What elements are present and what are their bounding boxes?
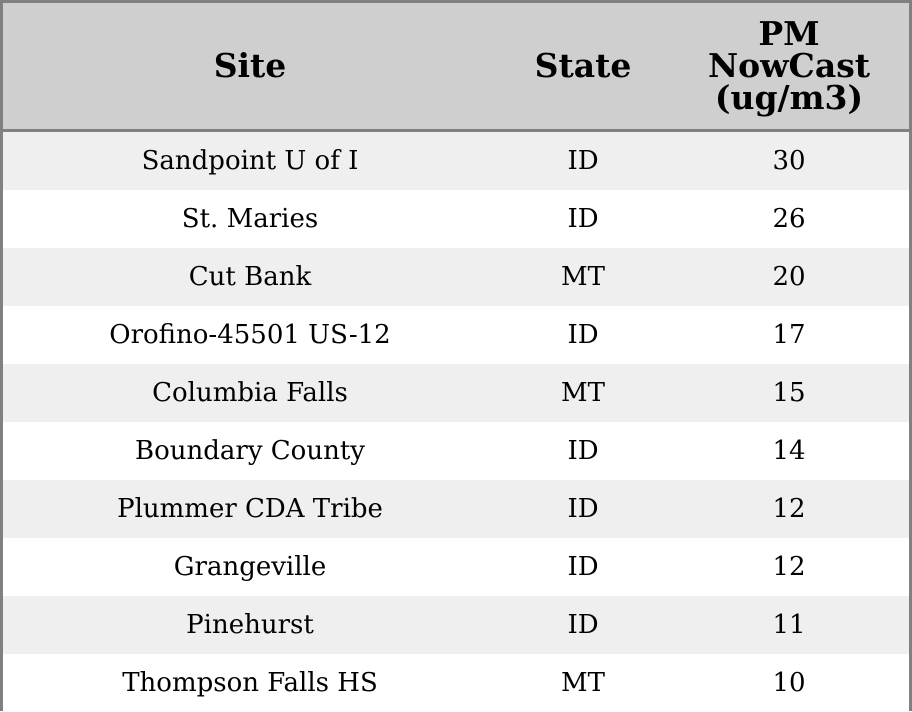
table-row <box>3 422 909 480</box>
cell-pm-value: 15 <box>772 378 806 408</box>
cell-pm-value: 10 <box>772 668 806 698</box>
column-header-site: Site <box>213 46 287 85</box>
table-header <box>3 3 909 132</box>
cell-state: ID <box>567 552 599 582</box>
table-row <box>3 248 909 306</box>
cell-pm-value: 12 <box>772 494 806 524</box>
cell-state: ID <box>567 610 599 640</box>
cell-state: MT <box>561 668 605 698</box>
table-row <box>3 132 909 190</box>
table-row <box>3 596 909 654</box>
cell-state: MT <box>561 378 605 408</box>
table-row <box>3 306 909 364</box>
cell-state: ID <box>567 146 599 176</box>
cell-site: Columbia Falls <box>152 378 348 408</box>
cell-state: ID <box>567 320 599 350</box>
cell-site: Plummer CDA Tribe <box>117 494 383 524</box>
cell-site: Cut Bank <box>188 262 312 292</box>
column-header-state: State <box>534 46 632 85</box>
cell-state: ID <box>567 204 599 234</box>
cell-pm-value: 17 <box>772 320 806 350</box>
cell-site: Grangeville <box>173 552 327 582</box>
cell-state: MT <box>561 262 605 292</box>
cell-pm-value: 20 <box>772 262 806 292</box>
cell-pm-value: 30 <box>772 146 806 176</box>
cell-state: ID <box>567 436 599 466</box>
table-row <box>3 480 909 538</box>
table-row <box>3 654 909 712</box>
cell-pm-value: 11 <box>772 610 806 640</box>
cell-site: Thompson Falls HS <box>122 668 378 698</box>
table-row <box>3 190 909 248</box>
cell-pm-value: 26 <box>772 204 806 234</box>
table-body <box>3 132 909 712</box>
table-row <box>3 538 909 596</box>
cell-site: Boundary County <box>135 436 365 466</box>
cell-site: St. Maries <box>181 204 319 234</box>
cell-site: Orofino-45501 US-12 <box>109 320 391 350</box>
column-header-pm-nowcast: PM NowCast (ug/m3) <box>707 14 871 117</box>
cell-state: ID <box>567 494 599 524</box>
cell-pm-value: 12 <box>772 552 806 582</box>
table-row <box>3 364 909 422</box>
cell-pm-value: 14 <box>772 436 806 466</box>
cell-site: Pinehurst <box>186 610 314 640</box>
cell-site: Sandpoint U of I <box>141 146 359 176</box>
